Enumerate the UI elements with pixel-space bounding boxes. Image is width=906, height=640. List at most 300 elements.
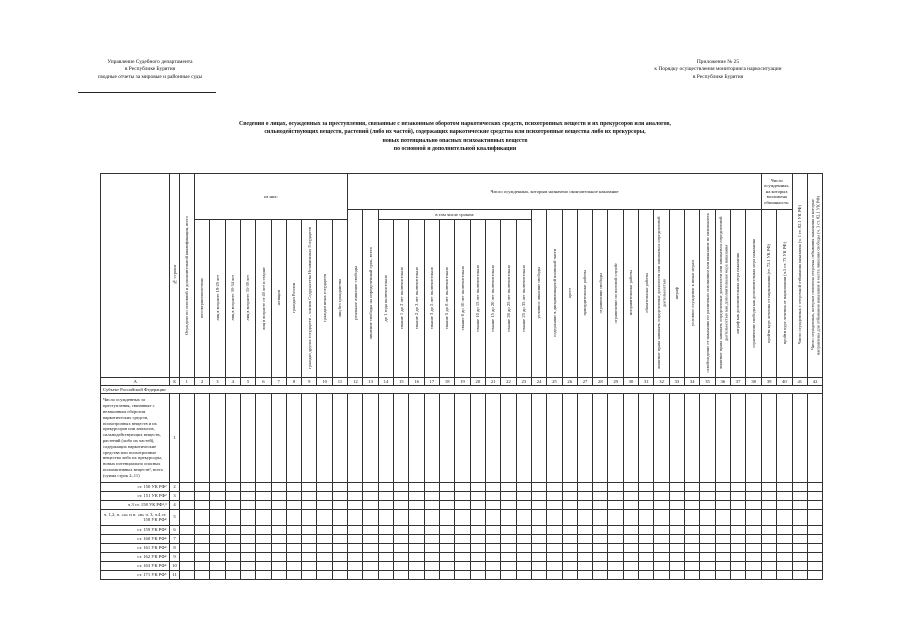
data-cell[interactable] — [746, 394, 762, 482]
data-cell[interactable] — [777, 394, 792, 482]
data-cell[interactable] — [470, 509, 485, 525]
data-cell[interactable] — [302, 482, 317, 491]
data-cell[interactable] — [792, 570, 807, 579]
data-cell[interactable] — [179, 570, 194, 579]
data-cell[interactable] — [470, 525, 485, 534]
data-cell[interactable] — [531, 394, 546, 482]
data-cell[interactable] — [363, 561, 378, 570]
data-cell[interactable] — [792, 482, 807, 491]
data-cell[interactable] — [501, 491, 516, 500]
data-cell[interactable] — [210, 570, 225, 579]
data-cell[interactable] — [394, 534, 409, 543]
data-cell[interactable] — [470, 491, 485, 500]
data-cell[interactable] — [501, 543, 516, 552]
data-cell[interactable] — [225, 482, 240, 491]
data-cell[interactable] — [669, 491, 684, 500]
data-cell[interactable] — [271, 509, 286, 525]
data-cell[interactable] — [256, 500, 271, 509]
data-cell[interactable] — [240, 570, 255, 579]
data-cell[interactable] — [608, 525, 623, 534]
data-cell[interactable] — [715, 482, 730, 491]
data-cell[interactable] — [440, 552, 455, 561]
data-cell[interactable] — [363, 534, 378, 543]
data-cell[interactable] — [531, 534, 546, 543]
data-cell[interactable] — [485, 525, 500, 534]
data-cell[interactable] — [516, 394, 531, 482]
data-cell[interactable] — [240, 534, 255, 543]
data-cell[interactable] — [577, 500, 592, 509]
data-cell[interactable] — [271, 500, 286, 509]
data-cell[interactable] — [394, 491, 409, 500]
data-cell[interactable] — [194, 500, 209, 509]
data-cell[interactable] — [485, 570, 500, 579]
data-cell[interactable] — [730, 491, 745, 500]
data-cell[interactable] — [286, 509, 301, 525]
data-cell[interactable] — [562, 500, 577, 509]
data-cell[interactable] — [394, 525, 409, 534]
data-cell[interactable] — [516, 552, 531, 561]
data-cell[interactable] — [363, 509, 378, 525]
data-cell[interactable] — [470, 570, 485, 579]
data-cell[interactable] — [240, 525, 255, 534]
data-cell[interactable] — [654, 543, 669, 552]
data-cell[interactable] — [271, 552, 286, 561]
data-cell[interactable] — [547, 561, 562, 570]
data-cell[interactable] — [669, 570, 684, 579]
data-cell[interactable] — [194, 525, 209, 534]
data-cell[interactable] — [470, 552, 485, 561]
data-cell[interactable] — [317, 491, 332, 500]
data-cell[interactable] — [715, 543, 730, 552]
data-cell[interactable] — [271, 491, 286, 500]
data-cell[interactable] — [516, 509, 531, 525]
data-cell[interactable] — [363, 525, 378, 534]
data-cell[interactable] — [332, 570, 347, 579]
data-cell[interactable] — [577, 543, 592, 552]
data-cell[interactable] — [409, 509, 424, 525]
data-cell[interactable] — [577, 509, 592, 525]
data-cell[interactable] — [194, 394, 209, 482]
data-cell[interactable] — [286, 482, 301, 491]
data-cell[interactable] — [807, 552, 822, 561]
data-cell[interactable] — [348, 482, 363, 491]
data-cell[interactable] — [210, 394, 225, 482]
data-cell[interactable] — [179, 543, 194, 552]
data-cell[interactable] — [593, 482, 608, 491]
data-cell[interactable] — [240, 482, 255, 491]
data-cell[interactable] — [547, 543, 562, 552]
data-cell[interactable] — [608, 552, 623, 561]
data-cell[interactable] — [378, 482, 393, 491]
data-cell[interactable] — [700, 394, 715, 482]
data-cell[interactable] — [639, 482, 654, 491]
data-cell[interactable] — [547, 482, 562, 491]
data-cell[interactable] — [485, 543, 500, 552]
data-cell[interactable] — [593, 509, 608, 525]
data-cell[interactable] — [240, 394, 255, 482]
data-cell[interactable] — [669, 543, 684, 552]
data-cell[interactable] — [761, 509, 776, 525]
data-cell[interactable] — [317, 509, 332, 525]
data-cell[interactable] — [761, 552, 776, 561]
data-cell[interactable] — [562, 482, 577, 491]
data-cell[interactable] — [792, 525, 807, 534]
data-cell[interactable] — [516, 534, 531, 543]
data-cell[interactable] — [761, 534, 776, 543]
data-cell[interactable] — [623, 534, 638, 543]
data-cell[interactable] — [210, 500, 225, 509]
data-cell[interactable] — [256, 509, 271, 525]
data-cell[interactable] — [577, 570, 592, 579]
data-cell[interactable] — [302, 525, 317, 534]
data-cell[interactable] — [210, 491, 225, 500]
data-cell[interactable] — [730, 509, 745, 525]
data-cell[interactable] — [792, 552, 807, 561]
data-cell[interactable] — [593, 534, 608, 543]
data-cell[interactable] — [516, 482, 531, 491]
data-cell[interactable] — [715, 525, 730, 534]
data-cell[interactable] — [317, 570, 332, 579]
data-cell[interactable] — [531, 491, 546, 500]
data-cell[interactable] — [761, 491, 776, 500]
data-cell[interactable] — [256, 491, 271, 500]
data-cell[interactable] — [623, 482, 638, 491]
data-cell[interactable] — [501, 570, 516, 579]
data-cell[interactable] — [593, 500, 608, 509]
data-cell[interactable] — [761, 394, 776, 482]
data-cell[interactable] — [470, 482, 485, 491]
data-cell[interactable] — [730, 561, 745, 570]
data-cell[interactable] — [424, 482, 439, 491]
data-cell[interactable] — [256, 482, 271, 491]
data-cell[interactable] — [210, 534, 225, 543]
data-cell[interactable] — [639, 543, 654, 552]
data-cell[interactable] — [608, 561, 623, 570]
data-cell[interactable] — [286, 394, 301, 482]
data-cell[interactable] — [807, 394, 822, 482]
data-cell[interactable] — [792, 394, 807, 482]
data-cell[interactable] — [746, 482, 762, 491]
data-cell[interactable] — [485, 491, 500, 500]
data-cell[interactable] — [317, 500, 332, 509]
data-cell[interactable] — [271, 525, 286, 534]
data-cell[interactable] — [792, 509, 807, 525]
data-cell[interactable] — [317, 482, 332, 491]
data-cell[interactable] — [685, 570, 700, 579]
data-cell[interactable] — [409, 534, 424, 543]
data-cell[interactable] — [440, 534, 455, 543]
data-cell[interactable] — [639, 500, 654, 509]
data-cell[interactable] — [210, 561, 225, 570]
data-cell[interactable] — [685, 509, 700, 525]
data-cell[interactable] — [685, 491, 700, 500]
data-cell[interactable] — [685, 552, 700, 561]
data-cell[interactable] — [685, 561, 700, 570]
data-cell[interactable] — [363, 482, 378, 491]
data-cell[interactable] — [317, 561, 332, 570]
data-cell[interactable] — [470, 394, 485, 482]
data-cell[interactable] — [577, 552, 592, 561]
data-cell[interactable] — [700, 534, 715, 543]
data-cell[interactable] — [409, 525, 424, 534]
data-cell[interactable] — [348, 534, 363, 543]
data-cell[interactable] — [562, 491, 577, 500]
data-cell[interactable] — [455, 570, 470, 579]
data-cell[interactable] — [302, 543, 317, 552]
data-cell[interactable] — [485, 552, 500, 561]
data-cell[interactable] — [470, 543, 485, 552]
data-cell[interactable] — [669, 482, 684, 491]
data-cell[interactable] — [210, 543, 225, 552]
data-cell[interactable] — [348, 525, 363, 534]
data-cell[interactable] — [286, 561, 301, 570]
data-cell[interactable] — [501, 394, 516, 482]
data-cell[interactable] — [317, 525, 332, 534]
data-cell[interactable] — [409, 491, 424, 500]
data-cell[interactable] — [669, 534, 684, 543]
data-cell[interactable] — [455, 525, 470, 534]
data-cell[interactable] — [685, 534, 700, 543]
data-cell[interactable] — [455, 394, 470, 482]
data-cell[interactable] — [623, 525, 638, 534]
data-cell[interactable] — [593, 491, 608, 500]
data-cell[interactable] — [715, 561, 730, 570]
data-cell[interactable] — [485, 394, 500, 482]
data-cell[interactable] — [715, 570, 730, 579]
data-cell[interactable] — [286, 525, 301, 534]
data-cell[interactable] — [240, 552, 255, 561]
data-cell[interactable] — [271, 543, 286, 552]
data-cell[interactable] — [700, 543, 715, 552]
data-cell[interactable] — [194, 534, 209, 543]
data-cell[interactable] — [608, 394, 623, 482]
data-cell[interactable] — [562, 561, 577, 570]
data-cell[interactable] — [685, 543, 700, 552]
data-cell[interactable] — [470, 500, 485, 509]
data-cell[interactable] — [485, 500, 500, 509]
data-cell[interactable] — [256, 525, 271, 534]
data-cell[interactable] — [194, 509, 209, 525]
data-cell[interactable] — [501, 552, 516, 561]
data-cell[interactable] — [577, 394, 592, 482]
data-cell[interactable] — [608, 482, 623, 491]
data-cell[interactable] — [440, 525, 455, 534]
data-cell[interactable] — [715, 534, 730, 543]
data-cell[interactable] — [424, 394, 439, 482]
data-cell[interactable] — [378, 552, 393, 561]
data-cell[interactable] — [317, 534, 332, 543]
data-cell[interactable] — [302, 509, 317, 525]
data-cell[interactable] — [562, 525, 577, 534]
data-cell[interactable] — [531, 552, 546, 561]
data-cell[interactable] — [378, 491, 393, 500]
data-cell[interactable] — [409, 543, 424, 552]
data-cell[interactable] — [271, 561, 286, 570]
data-cell[interactable] — [194, 570, 209, 579]
data-cell[interactable] — [271, 534, 286, 543]
data-cell[interactable] — [562, 394, 577, 482]
data-cell[interactable] — [332, 500, 347, 509]
data-cell[interactable] — [394, 543, 409, 552]
data-cell[interactable] — [639, 491, 654, 500]
data-cell[interactable] — [424, 543, 439, 552]
data-cell[interactable] — [639, 534, 654, 543]
data-cell[interactable] — [531, 525, 546, 534]
data-cell[interactable] — [501, 534, 516, 543]
data-cell[interactable] — [363, 570, 378, 579]
data-cell[interactable] — [409, 561, 424, 570]
data-cell[interactable] — [623, 570, 638, 579]
data-cell[interactable] — [485, 561, 500, 570]
data-cell[interactable] — [746, 500, 762, 509]
data-cell[interactable] — [777, 482, 792, 491]
data-cell[interactable] — [577, 491, 592, 500]
data-cell[interactable] — [761, 482, 776, 491]
data-cell[interactable] — [531, 500, 546, 509]
data-cell[interactable] — [761, 500, 776, 509]
data-cell[interactable] — [608, 500, 623, 509]
data-cell[interactable] — [256, 394, 271, 482]
data-cell[interactable] — [807, 509, 822, 525]
data-cell[interactable] — [225, 491, 240, 500]
data-cell[interactable] — [424, 561, 439, 570]
data-cell[interactable] — [179, 552, 194, 561]
data-cell[interactable] — [730, 394, 745, 482]
data-cell[interactable] — [746, 561, 762, 570]
data-cell[interactable] — [654, 534, 669, 543]
data-cell[interactable] — [225, 534, 240, 543]
data-cell[interactable] — [286, 570, 301, 579]
data-cell[interactable] — [715, 509, 730, 525]
data-cell[interactable] — [623, 561, 638, 570]
data-cell[interactable] — [485, 509, 500, 525]
data-cell[interactable] — [210, 525, 225, 534]
data-cell[interactable] — [730, 500, 745, 509]
data-cell[interactable] — [194, 491, 209, 500]
data-cell[interactable] — [332, 552, 347, 561]
data-cell[interactable] — [348, 552, 363, 561]
data-cell[interactable] — [271, 482, 286, 491]
data-cell[interactable] — [210, 482, 225, 491]
data-cell[interactable] — [715, 500, 730, 509]
data-cell[interactable] — [685, 500, 700, 509]
data-cell[interactable] — [669, 552, 684, 561]
data-cell[interactable] — [746, 552, 762, 561]
data-cell[interactable] — [240, 543, 255, 552]
data-cell[interactable] — [547, 570, 562, 579]
data-cell[interactable] — [562, 543, 577, 552]
data-cell[interactable] — [286, 552, 301, 561]
data-cell[interactable] — [240, 561, 255, 570]
data-cell[interactable] — [363, 543, 378, 552]
data-cell[interactable] — [623, 491, 638, 500]
data-cell[interactable] — [577, 561, 592, 570]
data-cell[interactable] — [332, 534, 347, 543]
data-cell[interactable] — [394, 482, 409, 491]
data-cell[interactable] — [761, 570, 776, 579]
data-cell[interactable] — [761, 561, 776, 570]
data-cell[interactable] — [455, 534, 470, 543]
data-cell[interactable] — [654, 482, 669, 491]
data-cell[interactable] — [240, 491, 255, 500]
data-cell[interactable] — [593, 525, 608, 534]
data-cell[interactable] — [210, 509, 225, 525]
data-cell[interactable] — [807, 543, 822, 552]
data-cell[interactable] — [593, 552, 608, 561]
data-cell[interactable] — [654, 509, 669, 525]
data-cell[interactable] — [179, 525, 194, 534]
data-cell[interactable] — [409, 570, 424, 579]
data-cell[interactable] — [608, 491, 623, 500]
data-cell[interactable] — [240, 500, 255, 509]
data-cell[interactable] — [501, 561, 516, 570]
data-cell[interactable] — [302, 561, 317, 570]
data-cell[interactable] — [455, 552, 470, 561]
data-cell[interactable] — [547, 491, 562, 500]
data-cell[interactable] — [654, 570, 669, 579]
data-cell[interactable] — [669, 525, 684, 534]
data-cell[interactable] — [761, 525, 776, 534]
data-cell[interactable] — [669, 500, 684, 509]
data-cell[interactable] — [562, 552, 577, 561]
data-cell[interactable] — [225, 394, 240, 482]
data-cell[interactable] — [531, 570, 546, 579]
data-cell[interactable] — [225, 500, 240, 509]
data-cell[interactable] — [455, 491, 470, 500]
data-cell[interactable] — [654, 561, 669, 570]
data-cell[interactable] — [363, 552, 378, 561]
data-cell[interactable] — [424, 500, 439, 509]
data-cell[interactable] — [700, 491, 715, 500]
data-cell[interactable] — [531, 509, 546, 525]
data-cell[interactable] — [194, 482, 209, 491]
data-cell[interactable] — [547, 534, 562, 543]
data-cell[interactable] — [746, 509, 762, 525]
data-cell[interactable] — [700, 509, 715, 525]
data-cell[interactable] — [792, 500, 807, 509]
data-cell[interactable] — [623, 543, 638, 552]
data-cell[interactable] — [715, 491, 730, 500]
data-cell[interactable] — [807, 534, 822, 543]
data-cell[interactable] — [700, 525, 715, 534]
data-cell[interactable] — [194, 552, 209, 561]
data-cell[interactable] — [777, 534, 792, 543]
data-cell[interactable] — [715, 552, 730, 561]
data-cell[interactable] — [378, 543, 393, 552]
data-cell[interactable] — [394, 500, 409, 509]
data-cell[interactable] — [409, 394, 424, 482]
data-cell[interactable] — [746, 570, 762, 579]
data-cell[interactable] — [348, 394, 363, 482]
data-cell[interactable] — [593, 543, 608, 552]
data-cell[interactable] — [424, 570, 439, 579]
data-cell[interactable] — [593, 561, 608, 570]
data-cell[interactable] — [792, 534, 807, 543]
data-cell[interactable] — [777, 509, 792, 525]
data-cell[interactable] — [501, 500, 516, 509]
data-cell[interactable] — [470, 561, 485, 570]
data-cell[interactable] — [654, 525, 669, 534]
data-cell[interactable] — [807, 561, 822, 570]
data-cell[interactable] — [225, 509, 240, 525]
data-cell[interactable] — [608, 543, 623, 552]
data-cell[interactable] — [440, 500, 455, 509]
data-cell[interactable] — [317, 552, 332, 561]
data-cell[interactable] — [639, 394, 654, 482]
data-cell[interactable] — [394, 394, 409, 482]
data-cell[interactable] — [378, 394, 393, 482]
data-cell[interactable] — [332, 482, 347, 491]
